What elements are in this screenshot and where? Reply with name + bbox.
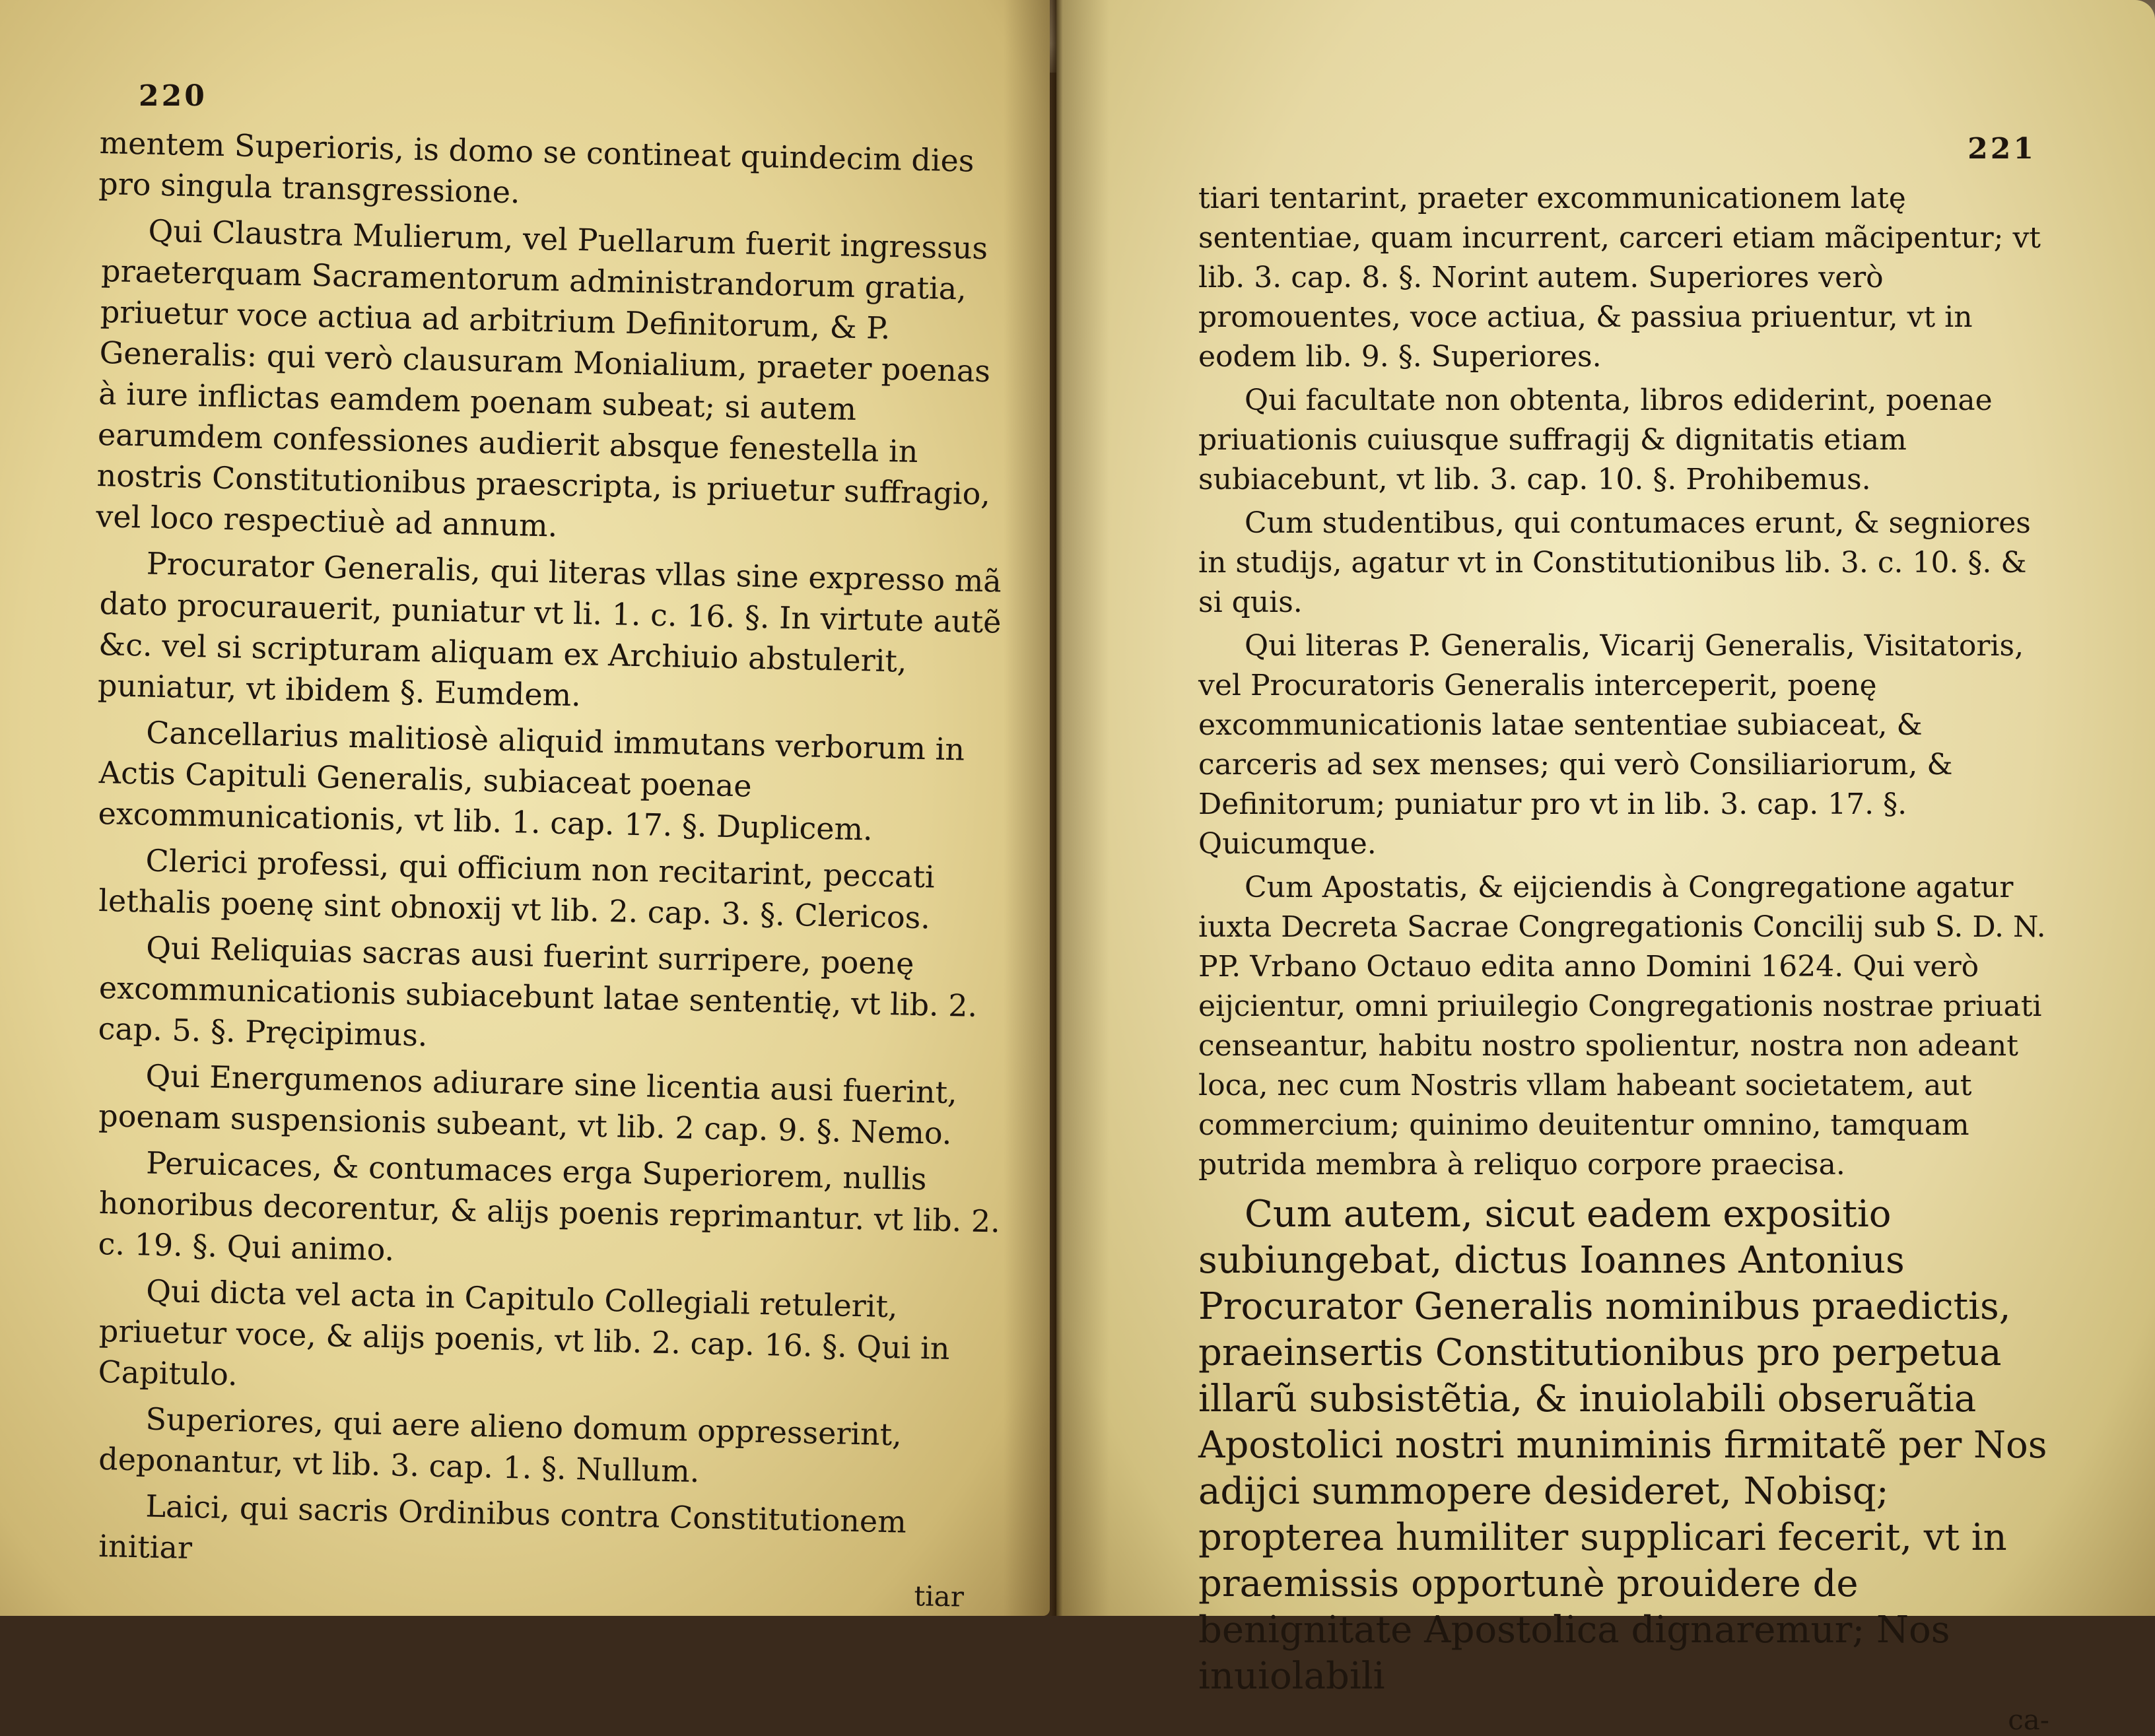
paragraph: Qui Reliquias sacras ausi fuerint surripere, poenę excommunicationis subiacebunt latae sententię, vt lib. 2. cap. 5. §. Pręcipimus. (98, 929, 978, 1053)
right-page (1056, 0, 2155, 1736)
paragraph: mentem Superioris, is domo se contineat quindecim dies pro singula transgressione. (98, 125, 975, 211)
paragraph: Peruicaces, & contumaces erga Superiorem, nullis honoribus decorentur, & alijs poenis reprimantur. vt lib. 2. c. 19. §. Qui animo. (98, 1145, 1001, 1268)
paragraph: Qui Claustra Mulierum, vel Puellarum fuerit ingressus praeterquam Sacramentorum administrandorum gratia, priuetur voce actiua ad arbitrium Definitorum, & P. Generalis: qui verò clausuram Monialium, praeter poenas à iure inflictas eamdem poenam subeat; si autem earumdem confessiones audierit absque fenestella in nostris Constitutionibus praescripta, is priuetur suffragio, vel loco respectiuè ad annum. (95, 213, 991, 544)
paragraph: Clerici professi, qui officium non recitarint, peccati lethalis poenę sint obnoxij vt lib. 2. cap. 3. §. Clericos. (98, 842, 936, 936)
left-page-text (95, 122, 1004, 1566)
paragraph: Superiores, qui aere alieno domum oppresserint, deponantur, vt lib. 3. cap. 1. §. Nullum. (98, 1401, 903, 1490)
paragraph: Procurator Generalis, qui literas vllas sine expresso mã dato procurauerit, puniatur vt li. 1. c. 16. §. In virtute autẽ &c. vel si scripturam aliquam ex Archiuio abstulerit, puniatur, vt ibidem §. Eumdem. (97, 545, 1002, 714)
page-number: 221 (1967, 132, 2036, 166)
paragraph: Laici, qui sacris Ordinibus contra Constitutionem initiar (98, 1488, 907, 1566)
left-page (0, 0, 1050, 1616)
page-number: 220 (139, 79, 207, 113)
paragraph: Cum Apostatis, & eijciendis à Congregatione agatur iuxta Decreta Sacrae Congregationis Concilij sub S. D. N. PP. Vrbano Octauo edita anno Domini 1624. Qui verò eijcientur, omni priuilegio Congregationis nostrae priuati censeantur, habitu nostro spolientur, nostra non adeant loca, nec cum Nostris vllam habeant societatem, aut commercium; quinimo deuitentur omnino, tamquam putrida membra à reliquo corpore praecisa. (1198, 871, 2046, 1182)
paragraph: Qui facultate non obtenta, libros ediderint, poenae priuationis cuiusque suffragij & dignitatis etiam subiacebunt, vt lib. 3. cap. 10. §. Prohibemus. (1198, 384, 1993, 496)
paragraph: Qui literas P. Generalis, Vicarij Generalis, Visitatoris, vel Procuratoris Generalis interceperit, poenę excommunicationis latae sententiae subiaceat, & carceris ad sex menses; qui verò Consiliariorum, & Definitorum; puniatur pro vt in lib. 3. cap. 17. §. Quicumque. (1198, 629, 2024, 861)
catchword: ca- (2008, 1704, 2049, 1736)
paragraph: Qui dicta vel acta in Capitulo Collegiali retulerit, priuetur voce, & alijs poenis, vt lib. 2. cap. 16. §. Qui in Capitulo. (98, 1273, 951, 1393)
catchword: tiar (913, 1580, 965, 1613)
paragraph-large: Cum autem, sicut eadem expositio subiungebat, dictus Ioannes Antonius Procurator Generalis nominibus praedictis, praeinsertis Constitutionibus pro perpetua illarũ subsistẽtia, & inuiolabili obseruãtia Apostolici nostri muniminis firmitatẽ per Nos adijci summopere desideret, Nobisq; propterea humiliter supplicari fecerit, vt in praemissis opportunè prouidere de benignitate Apostolica dignaremur; Nos inuiolabili (1198, 1193, 2047, 1698)
paragraph: Qui Energumenos adiurare sine licentia ausi fuerint, poenam suspensionis subeant, vt lib. 2 cap. 9. §. Nemo. (98, 1057, 958, 1152)
paragraph: tiari tentarint, praeter excommunicationem latę sententiae, quam incurrent, carceri etiam mãcipentur; vt lib. 3. cap. 8. §. Norint autem. Superiores verò promouentes, voce actiua, & passiua priuentur, vt in eodem lib. 9. §. Superiores. (1198, 182, 2041, 374)
paragraph: Cum studentibus, qui contumaces erunt, & segniores in studijs, agatur vt in Constitutionibus lib. 3. c. 10. §. & si quis. (1198, 506, 2031, 619)
paragraph: Cancellarius malitiosè aliquid immutans verborum in Actis Capituli Generalis, subiaceat poenae excommunicationis, vt lib. 1. cap. 17. §. Duplicem. (98, 714, 965, 848)
right-page-text (1198, 179, 2049, 1700)
